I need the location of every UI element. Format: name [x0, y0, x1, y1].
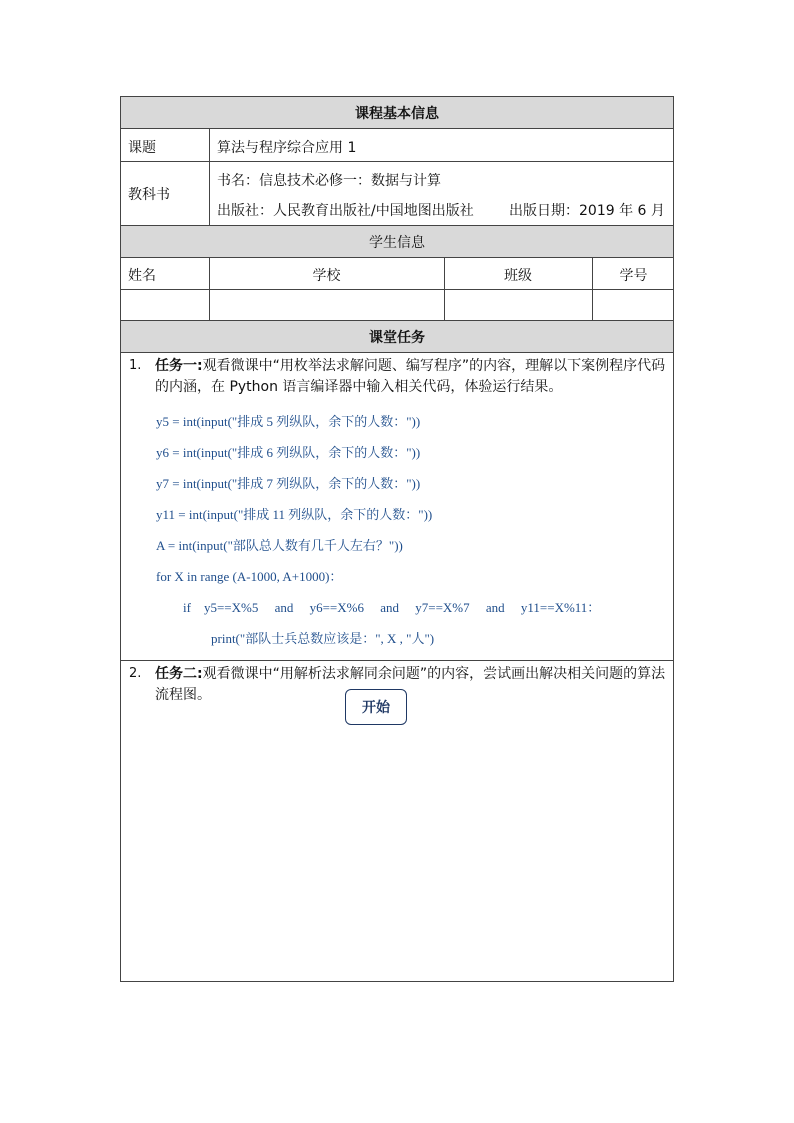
textbook-label: 教科书: [128, 187, 170, 203]
student-info-header: [121, 226, 673, 258]
task2-section: [121, 661, 673, 981]
class-tasks-header: [121, 321, 673, 353]
publish-date: 出版日期：2019 年 6 月: [509, 203, 665, 219]
code-line: print("部队士兵总数应该是：", X , "人"): [211, 631, 435, 646]
column-name: 姓名: [128, 268, 156, 284]
code-line: for X in range (A-1000, A+1000)：: [156, 569, 343, 584]
task2-label: 任务二:: [155, 666, 203, 682]
task2-number: 2.: [129, 666, 142, 681]
topic-value: 算法与程序综合应用 1: [217, 140, 357, 156]
code-line: y7 = int(input("排成 7 列纵队，余下的人数：")): [156, 476, 421, 491]
course-info-header: [121, 97, 673, 129]
topic-label: 课题: [128, 140, 156, 156]
task1-text: 观看微课中“用枚举法求解问题、编写程序”的内容，理解以下案例程序代码的内涵，在 Python 语言编译器中输入相关代码，体验运行结果。: [155, 358, 666, 395]
lesson-worksheet-table: [120, 96, 674, 982]
student-info-title: 学生信息: [369, 234, 425, 251]
code-line: y5 = int(input("排成 5 列纵队，余下的人数：")): [156, 414, 421, 429]
flowchart-start-box: 开始: [345, 689, 407, 725]
textbook-row: [121, 162, 673, 226]
task1-number: 1.: [129, 358, 142, 373]
code-line: y6 = int(input("排成 6 列纵队，余下的人数：")): [156, 445, 421, 460]
publisher: 出版社：人民教育出版社/中国地图出版社: [217, 203, 474, 219]
column-student-id: 学号: [619, 268, 648, 284]
task2-description: [155, 664, 667, 706]
code-line: if y5==X%5 and y6==X%6 and y7==X%7 and y11==X%11：: [183, 600, 601, 615]
class-tasks-title: 课堂任务: [369, 329, 425, 346]
code-line: A = int(input("部队总人数有几千人左右？")): [156, 538, 403, 553]
book-name: 书名：信息技术必修一：数据与计算: [217, 173, 441, 189]
column-class: 班级: [504, 268, 532, 284]
course-info-title: 课程基本信息: [355, 105, 439, 122]
task1-label: 任务一:: [155, 358, 203, 374]
code-line: y11 = int(input("排成 11 列纵队，余下的人数：")): [156, 507, 433, 522]
student-columns-row: [121, 258, 673, 290]
task1-section: [121, 353, 673, 661]
task2-text: 观看微课中“用解析法求解同余问题”的内容，尝试画出解决相关问题的算法流程图。: [155, 666, 666, 703]
topic-row: [121, 129, 673, 162]
column-school: 学校: [312, 268, 341, 284]
task1-description: [155, 356, 667, 398]
student-entry-row: [121, 290, 673, 321]
